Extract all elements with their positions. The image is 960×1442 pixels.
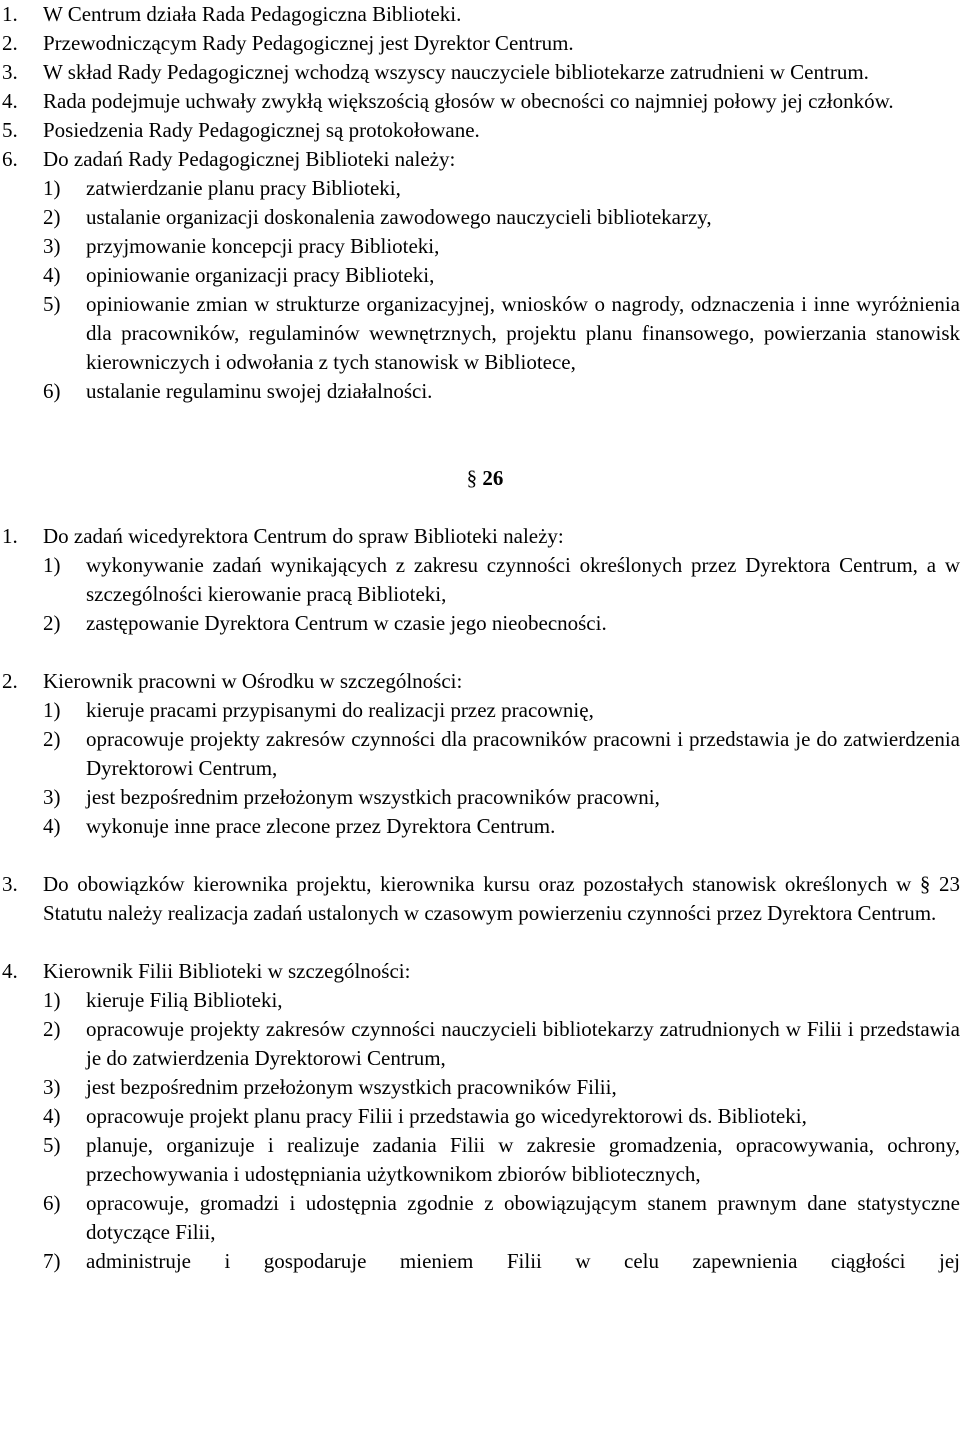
item-number: 1. bbox=[2, 524, 18, 548]
item-number: 4. bbox=[2, 959, 18, 983]
sub-item bbox=[0, 174, 960, 203]
paragraph-item bbox=[0, 522, 960, 551]
sub-item-text: opiniowanie zmian w strukturze organizacyjnej, wniosków o nagrody, odznaczenia i inne wyróżnienia dla pracowników, regulaminów wewnętrznych, projektu planu finansowego, powierzania stanowisk kierowniczych i odwołania z tych stanowisk w Bibliotece, bbox=[86, 292, 960, 374]
item-text: Do zadań wicedyrektora Centrum do spraw Biblioteki należy: bbox=[43, 524, 564, 548]
item-text: Rada podejmuje uchwały zwykłą większością głosów w obecności co najmniej połowy jej członków. bbox=[43, 89, 894, 113]
sub-item-text: ustalanie regulaminu swojej działalności. bbox=[86, 379, 433, 403]
sub-item-number: 6) bbox=[43, 379, 61, 403]
sub-item-number: 5) bbox=[43, 292, 61, 316]
item-text: W Centrum działa Rada Pedagogiczna Biblioteki. bbox=[43, 2, 462, 26]
sub-item bbox=[0, 203, 960, 232]
sub-item-text: opiniowanie organizacji pracy Biblioteki, bbox=[86, 263, 435, 287]
list-item bbox=[0, 116, 960, 145]
sub-item-text: kieruje pracami przypisanymi do realizacji przez pracownię, bbox=[86, 698, 594, 722]
sub-item-number: 1) bbox=[43, 698, 61, 722]
paragraph-item bbox=[0, 957, 960, 986]
sub-item bbox=[0, 1073, 960, 1102]
item-text: Do zadań Rady Pedagogicznej Biblioteki należy: bbox=[43, 147, 456, 171]
sub-item-text: zastępowanie Dyrektora Centrum w czasie jego nieobecności. bbox=[86, 611, 607, 635]
sub-item-number: 6) bbox=[43, 1191, 61, 1215]
item-number: 3. bbox=[2, 60, 18, 84]
item-number: 2. bbox=[2, 669, 18, 693]
sub-item bbox=[0, 232, 960, 261]
sub-item bbox=[0, 551, 960, 609]
sub-item-number: 4) bbox=[43, 263, 61, 287]
sub-item-text: opracowuje, gromadzi i udostępnia zgodnie z obowiązującym stanem prawnym dane statystyczne dotyczące Filii, bbox=[86, 1191, 960, 1244]
section-number: 26 bbox=[482, 466, 504, 490]
sub-item-number: 4) bbox=[43, 814, 61, 838]
item-text: Posiedzenia Rady Pedagogicznej są protokołowane. bbox=[43, 118, 480, 142]
sub-item-text: wykonuje inne prace zlecone przez Dyrektora Centrum. bbox=[86, 814, 556, 838]
sub-item bbox=[0, 261, 960, 290]
spacer bbox=[0, 841, 960, 870]
section-heading bbox=[0, 464, 960, 493]
sub-item bbox=[0, 783, 960, 812]
sub-item-text: ustalanie organizacji doskonalenia zawodowego nauczycieli bibliotekarzy, bbox=[86, 205, 712, 229]
sub-item-number: 2) bbox=[43, 205, 61, 229]
item-number: 5. bbox=[2, 118, 18, 142]
item-text: W skład Rady Pedagogicznej wchodzą wszyscy nauczyciele bibliotekarze zatrudnieni w Centrum. bbox=[43, 60, 869, 84]
sub-item-number: 3) bbox=[43, 785, 61, 809]
item-number: 4. bbox=[2, 89, 18, 113]
section-symbol: § bbox=[466, 466, 478, 490]
council-list bbox=[0, 0, 960, 406]
paragraph-item bbox=[0, 667, 960, 696]
spacer bbox=[0, 638, 960, 667]
sub-item bbox=[0, 290, 960, 377]
item-number: 1. bbox=[2, 2, 18, 26]
sub-item-number: 7) bbox=[43, 1249, 61, 1273]
list-item bbox=[0, 58, 960, 87]
sub-item-number: 3) bbox=[43, 234, 61, 258]
list-item bbox=[0, 0, 960, 29]
sub-item bbox=[0, 609, 960, 638]
sub-item bbox=[0, 725, 960, 783]
sub-item bbox=[0, 812, 960, 841]
item-text: Kierownik Filii Biblioteki w szczególności: bbox=[43, 959, 411, 983]
sub-item-number: 5) bbox=[43, 1133, 61, 1157]
sub-item-text: jest bezpośrednim przełożonym wszystkich pracowników Filii, bbox=[86, 1075, 617, 1099]
sub-item-text: zatwierdzanie planu pracy Biblioteki, bbox=[86, 176, 401, 200]
sub-item-number: 3) bbox=[43, 1075, 61, 1099]
list-item bbox=[0, 87, 960, 116]
sub-item bbox=[0, 1247, 960, 1276]
sub-item-text: administruje i gospodaruje mieniem Filii w celu zapewnienia ciągłości jej bbox=[86, 1249, 960, 1273]
sub-item-number: 2) bbox=[43, 727, 61, 751]
item-number: 2. bbox=[2, 31, 18, 55]
sub-item-number: 2) bbox=[43, 1017, 61, 1041]
sub-item bbox=[0, 1189, 960, 1247]
list-item bbox=[0, 29, 960, 58]
spacer bbox=[0, 406, 960, 464]
sub-item-number: 1) bbox=[43, 988, 61, 1012]
sub-item bbox=[0, 377, 960, 406]
sub-item-text: opracowuje projekty zakresów czynności nauczycieli bibliotekarzy zatrudnionych w Filii i przedstawia je do zatwierdzenia Dyrektorowi Centrum, bbox=[86, 1017, 960, 1070]
sub-item bbox=[0, 1102, 960, 1131]
sub-item-text: opracowuje projekty zakresów czynności dla pracowników pracowni i przedstawia je do zatwierdzenia Dyrektorowi Centrum, bbox=[86, 727, 960, 780]
sub-item-number: 2) bbox=[43, 611, 61, 635]
spacer bbox=[0, 928, 960, 957]
item-text: Przewodniczącym Rady Pedagogicznej jest Dyrektor Centrum. bbox=[43, 31, 574, 55]
sub-item-text: przyjmowanie koncepcji pracy Biblioteki, bbox=[86, 234, 440, 258]
sub-item bbox=[0, 986, 960, 1015]
sub-item-text: kieruje Filią Biblioteki, bbox=[86, 988, 283, 1012]
sub-item-text: opracowuje projekt planu pracy Filii i przedstawia go wicedyrektorowi ds. Biblioteki, bbox=[86, 1104, 807, 1128]
sub-item bbox=[0, 1131, 960, 1189]
item-text: Kierownik pracowni w Ośrodku w szczególności: bbox=[43, 669, 463, 693]
sub-item-text: planuje, organizuje i realizuje zadania Filii w zakresie gromadzenia, opracowywania, ochrony, przechowywania i udostępniania użytkownikom zbiorów bibliotecznych, bbox=[86, 1133, 960, 1186]
sub-item bbox=[0, 1015, 960, 1073]
sub-item-text: jest bezpośrednim przełożonym wszystkich pracowników pracowni, bbox=[86, 785, 660, 809]
sub-item-number: 4) bbox=[43, 1104, 61, 1128]
sub-item bbox=[0, 696, 960, 725]
list-item bbox=[0, 145, 960, 174]
sub-item-number: 1) bbox=[43, 176, 61, 200]
paragraph-item bbox=[0, 870, 960, 928]
item-number: 3. bbox=[2, 872, 18, 896]
item-text: Do obowiązków kierownika projektu, kierownika kursu oraz pozostałych stanowisk określonych w § 23 Statutu należy realizacja zadań ustalonych w czasowym powierzeniu czynności przez Dyrektora Centrum. bbox=[43, 872, 960, 925]
sub-item-number: 1) bbox=[43, 553, 61, 577]
sub-item-text: wykonywanie zadań wynikających z zakresu czynności określonych przez Dyrektora Centrum, a w szczególności kierowanie pracą Biblioteki, bbox=[86, 553, 960, 606]
item-number: 6. bbox=[2, 147, 18, 171]
